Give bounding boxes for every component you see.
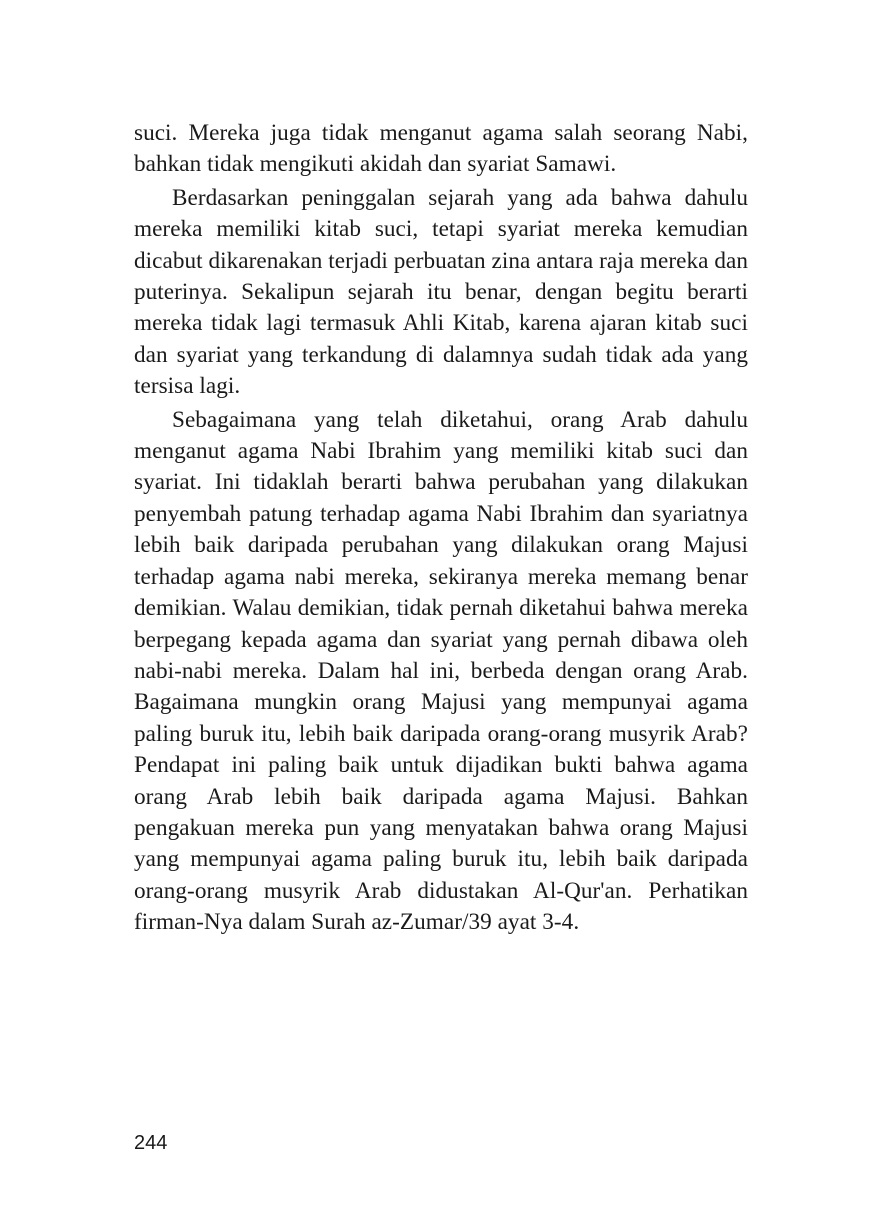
- paragraph-kitab-suci: Berdasarkan peninggalan sejarah yang ada bahwa dahulu mereka memiliki kitab suci, tetapi syariat mereka kemudian dicabut dikarenakan terjadi perbuatan zina antara raja mereka dan puterinya. Sekalipun sejarah itu benar, dengan begitu berarti mereka tidak lagi termasuk Ahli Kitab, karena ajaran kitab suci dan syariat yang terkandung di dalamnya sudah tidak ada yang tersisa lagi.: [134, 184, 748, 400]
- body-text: [134, 118, 748, 939]
- paragraph-continuation: suci. Mereka juga tidak menganut agama salah seorang Nabi, bahkan tidak mengikuti akidah dan syariat Samawi.: [134, 120, 748, 178]
- page-number: 244: [134, 1132, 168, 1154]
- paragraph-agama-arab: Sebagaimana yang telah diketahui, orang Arab dahulu menganut agama Nabi Ibrahim yang memiliki kitab suci dan syariat. Ini tidaklah berarti bahwa perubahan yang dilakukan penyembah patung terhadap agama Nabi Ibrahim dan syariatnya lebih baik daripada perubahan yang dilakukan orang Majusi terhadap agama nabi mereka, sekiranya mereka memang benar demikian. Walau demikian, tidak pernah diketahui bahwa mereka berpegang kepada agama dan syariat yang pernah dibawa oleh nabi-nabi mereka. Dalam hal ini, berbeda dengan orang Arab. Bagaimana mungkin orang Majusi yang mempunyai agama paling buruk itu, lebih baik daripada orang-orang musyrik Arab? Pendapat ini paling baik untuk dijadikan bukti bahwa agama orang Arab lebih baik daripada agama Majusi. Bahkan pengakuan mereka pun yang menyatakan bahwa orang Majusi yang mempunyai agama paling buruk itu, lebih baik daripada orang-orang musyrik Arab didustakan Al-Qur'an. Perhatikan firman-Nya dalam Surah az-Zumar/39 ayat 3-4.: [134, 406, 748, 936]
